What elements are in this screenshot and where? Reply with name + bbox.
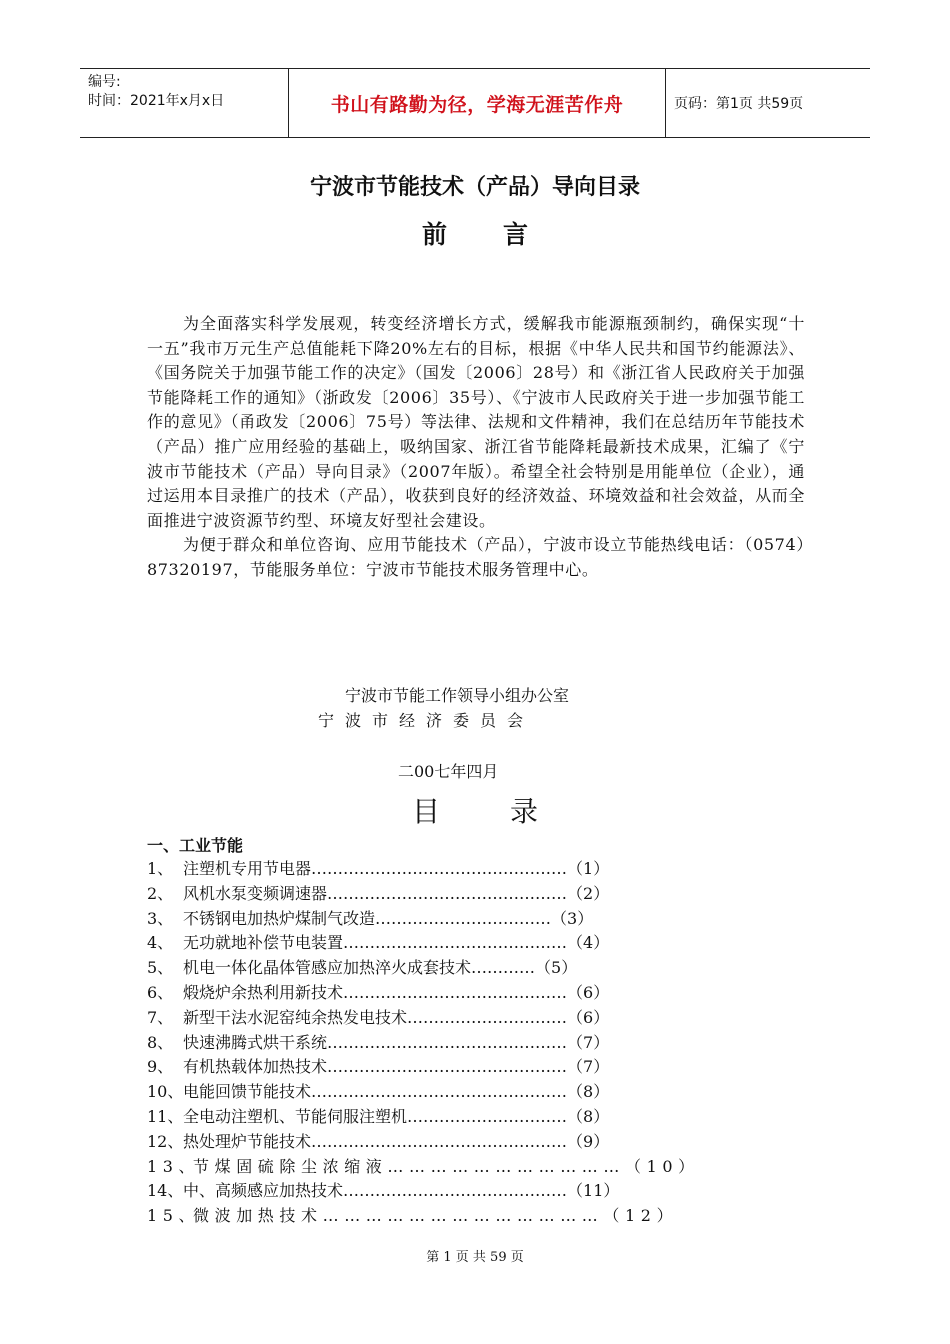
preface-heading: 前言 bbox=[421, 220, 584, 249]
paragraph: 为全面落实科学发展观，转变经济增长方式，缓解我市能源瓶颈制约，确保实现“十一五”我市万元生产总值能耗下降20%左右的目标，根据《中华人民共和国节约能源法》、《国务院关于加强节能工作的决定》（国发〔2006〕28号）和《浙江省人民政府关于加强节能降耗工作的通知》（浙政发〔2006〕35号）、《宁波市人民政府关于进一步加强节能工作的意见》（甬政发〔2006〕75号）等法律、法规和文件精神，我们在总结历年节能技术（产品）推广应用经验的基础上，吸纳国家、浙江省节能降耗最新技术成果，汇编了《宁波市节能技术（产品）导向目录》（2007年版）。希望全社会特别是用能单位（企业），通过运用本目录推广的技术（产品），收获到良好的经济效益、环境效益和社会效益，从而全面推进宁波资源节约型、环境友好型社会建设。 bbox=[147, 314, 805, 530]
toc-dots: ………………………………… bbox=[322, 1206, 604, 1226]
document-header bbox=[80, 68, 870, 138]
toc-page: （7） bbox=[567, 1032, 610, 1052]
toc-number: 2、 bbox=[147, 883, 174, 903]
toc-item[interactable] bbox=[147, 1031, 807, 1056]
toc-dots: ……………………………………… bbox=[327, 1032, 568, 1052]
toc-number: 8、 bbox=[147, 1032, 174, 1052]
toc-number: 4、 bbox=[147, 933, 174, 953]
signature-org2: 宁波市经济委员会 bbox=[318, 711, 535, 730]
toc-number: 7、 bbox=[147, 1007, 174, 1027]
toc-number: 3、 bbox=[147, 908, 174, 928]
toc-page: （8） bbox=[567, 1082, 610, 1102]
toc-page: （6） bbox=[567, 1007, 610, 1027]
toc-dots: ……………………………………… bbox=[327, 883, 568, 903]
toc-title: 注塑机专用节电器 bbox=[183, 859, 312, 878]
toc-dots: ……………………………………… bbox=[327, 1057, 568, 1077]
toc-item[interactable] bbox=[147, 1055, 807, 1080]
toc-item[interactable] bbox=[147, 931, 807, 956]
code-label: 编号: bbox=[88, 74, 121, 90]
toc-number: 9、 bbox=[147, 1057, 174, 1077]
toc-title: 无功就地补偿节电装置 bbox=[183, 933, 344, 953]
toc-title: 风机水泵变频调速器 bbox=[183, 883, 328, 903]
toc-number: 12、 bbox=[147, 1131, 184, 1151]
motto: 书山有路勤为径，学海无涯苦作舟 bbox=[330, 93, 624, 116]
toc-page: （1） bbox=[567, 859, 610, 878]
toc-dots: …………………………………… bbox=[343, 933, 568, 953]
toc-page: （10） bbox=[625, 1156, 700, 1176]
toc-item[interactable] bbox=[147, 882, 807, 907]
toc-dots: ………………………… bbox=[407, 1106, 568, 1126]
toc-page: （8） bbox=[567, 1106, 610, 1126]
toc-item[interactable] bbox=[147, 857, 807, 882]
toc-number: 10、 bbox=[147, 1082, 184, 1102]
header-motto-cell bbox=[289, 69, 666, 137]
toc-number: 6、 bbox=[147, 982, 174, 1002]
toc-dots: ………………………… bbox=[407, 1007, 568, 1027]
toc-item[interactable] bbox=[147, 907, 807, 932]
toc-number: 1、 bbox=[147, 859, 174, 878]
page-info: 页码：第1页 共59页 bbox=[674, 96, 804, 112]
toc-item[interactable] bbox=[147, 1006, 807, 1031]
toc-title: 有机热载体加热技术 bbox=[183, 1057, 328, 1077]
toc-title: 新型干法水泥窑纯余热发电技术 bbox=[183, 1007, 408, 1027]
toc-page: （4） bbox=[567, 933, 610, 953]
toc-dots: …………………………… bbox=[375, 908, 552, 928]
section-title: 一、工业节能 bbox=[147, 836, 244, 855]
toc-item[interactable] bbox=[147, 1080, 807, 1105]
toc-item[interactable] bbox=[147, 1130, 807, 1155]
toc-item[interactable] bbox=[147, 956, 807, 981]
toc-dots: …………………………………… bbox=[343, 982, 568, 1002]
time-label: 时间：2021年x月x日 bbox=[88, 93, 225, 109]
toc-number: 5、 bbox=[147, 958, 174, 978]
toc-title: 节煤固硫除尘浓缩液 bbox=[193, 1156, 388, 1176]
toc-dots: …………………………… bbox=[387, 1156, 626, 1176]
toc-title: 不锈钢电加热炉煤制气改造 bbox=[183, 908, 376, 928]
toc-item[interactable] bbox=[147, 1155, 807, 1180]
toc-title: 快速沸腾式烘干系统 bbox=[183, 1032, 328, 1052]
toc-number: 11、 bbox=[147, 1106, 184, 1126]
toc-item[interactable] bbox=[147, 981, 807, 1006]
toc-dots: ………………………………………… bbox=[311, 1131, 568, 1151]
toc-number: 15、 bbox=[147, 1206, 201, 1226]
toc-title: 热处理炉节能技术 bbox=[183, 1131, 312, 1151]
header-meta bbox=[80, 69, 289, 137]
toc-item[interactable] bbox=[147, 1204, 807, 1229]
toc-title: 全电动注塑机、节能伺服注塑机 bbox=[183, 1106, 408, 1126]
toc-dots: …………………………………… bbox=[343, 1181, 568, 1201]
toc-dots: ………………………………………… bbox=[311, 1082, 568, 1102]
preface-body bbox=[147, 312, 805, 583]
toc-page: （9） bbox=[567, 1131, 610, 1151]
toc-page: （3） bbox=[551, 908, 594, 928]
toc-title: 中、高频感应加热技术 bbox=[183, 1181, 344, 1201]
page-footer: 第 1 页 共 59 页 bbox=[426, 1250, 524, 1265]
toc-page: （12） bbox=[603, 1206, 679, 1226]
toc-item[interactable] bbox=[147, 1105, 807, 1130]
toc-page: （11） bbox=[567, 1181, 620, 1201]
toc-page: （5） bbox=[535, 958, 578, 978]
toc-title: 机电一体化晶体管感应加热淬火成套技术 bbox=[183, 958, 472, 978]
toc-title: 微波加热技术 bbox=[193, 1206, 323, 1226]
toc-page: （7） bbox=[567, 1057, 610, 1077]
toc-number: 14、 bbox=[147, 1181, 184, 1201]
toc-heading: 目录 bbox=[411, 795, 608, 828]
toc-title: 煅烧炉余热利用新技术 bbox=[183, 982, 344, 1002]
toc-page: （6） bbox=[567, 982, 610, 1002]
toc-page: （2） bbox=[567, 883, 610, 903]
toc-title: 电能回馈节能技术 bbox=[183, 1082, 312, 1102]
paragraph: 为便于群众和单位咨询、应用节能技术（产品），宁波市设立节能热线电话：（0574）87320197，节能服务单位：宁波市节能技术服务管理中心。 bbox=[147, 535, 805, 579]
toc-list bbox=[147, 857, 807, 1229]
signature-org1: 宁波市节能工作领导小组办公室 bbox=[345, 686, 570, 705]
signature-date: 二00七年四月 bbox=[398, 762, 499, 781]
document-title: 宁波市节能技术（产品）导向目录 bbox=[309, 175, 640, 200]
toc-item[interactable] bbox=[147, 1179, 807, 1204]
toc-dots: ………… bbox=[471, 958, 536, 978]
toc-dots: ………………………………………… bbox=[311, 859, 568, 878]
toc-number: 13、 bbox=[147, 1156, 201, 1176]
